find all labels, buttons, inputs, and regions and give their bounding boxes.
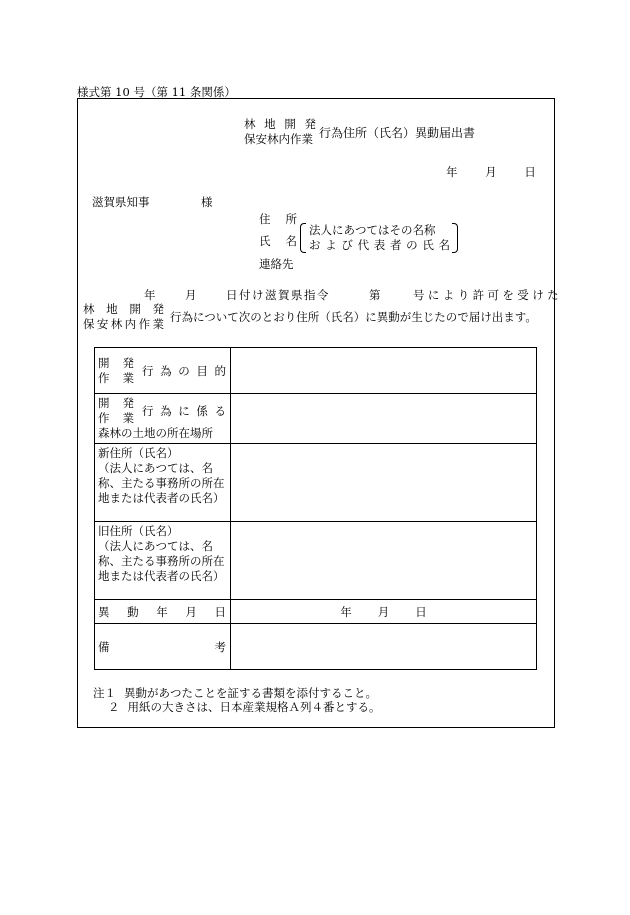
title-prefix	[244, 117, 316, 147]
row-location	[95, 394, 537, 444]
addressee-honorific: 様	[201, 195, 213, 209]
note-1: 注１ 異動があつたことを証する書類を添付すること。	[93, 686, 377, 700]
body-prefix-top: 林 地 開 発	[83, 302, 164, 316]
change-date-value[interactable]: 年 月 日	[231, 600, 537, 624]
title-prefix-top: 林 地 開 発	[244, 117, 316, 131]
row-purpose	[95, 348, 537, 394]
location-label: 開 発 作 業 行 為 に 係 る 森林の土地の所在場所	[95, 394, 231, 444]
body-line2-rest: 行為について次のとおり住所（氏名）に異動が生じたので届け出ます。	[170, 310, 537, 324]
name-label: 氏 名	[259, 234, 297, 248]
body-prefix-bottom: 保 安 林 内 作 業	[83, 317, 164, 331]
right-brace	[452, 223, 458, 253]
corporate-note-line1: 法人にあつてはその名称	[309, 223, 436, 237]
contact-label: 連絡先	[259, 257, 294, 271]
body-line2	[83, 302, 537, 332]
document-title	[244, 117, 475, 147]
row-change-date	[95, 600, 537, 624]
note-2: ２ 用紙の大きさは、日本産業規格Ａ列４番とする。	[108, 700, 381, 714]
remarks-label: 備 考	[95, 624, 231, 670]
left-brace	[300, 223, 306, 253]
addressee-name: 滋賀県知事	[92, 195, 150, 209]
remarks-value[interactable]	[231, 624, 537, 670]
title-main: 行為住所（氏名）異動届出書	[319, 125, 476, 140]
change-date-label: 異 動 年 月 日	[95, 600, 231, 624]
title-prefix-bottom: 保安林内作業	[244, 132, 313, 146]
new-address-label: 新住所（氏名） （法人にあつては、名称、主たる事務所の所在地または代表者の氏名）	[95, 444, 231, 522]
body-prefix	[83, 302, 168, 332]
new-address-value[interactable]	[231, 444, 537, 522]
row-new-address	[95, 444, 537, 522]
details-table	[94, 347, 537, 670]
corporate-note-line2: お よ び 代 表 者 の 氏 名	[309, 238, 450, 252]
location-value[interactable]	[231, 394, 537, 444]
purpose-value[interactable]	[231, 348, 537, 394]
old-address-label: 旧住所（氏名） （法人にあつては、名称、主たる事務所の所在地または代表者の氏名）	[95, 522, 231, 600]
purpose-label: 開 発 作 業 行 為 の 目 的	[95, 348, 231, 394]
form-number: 様式第 10 号（第 11 条関係）	[77, 85, 236, 99]
corporate-note	[300, 223, 460, 253]
row-old-address	[95, 522, 537, 600]
old-address-value[interactable]	[231, 522, 537, 600]
date-line: 年 月 日	[446, 165, 536, 179]
address-label: 住 所	[259, 212, 297, 226]
row-remarks	[95, 624, 537, 670]
